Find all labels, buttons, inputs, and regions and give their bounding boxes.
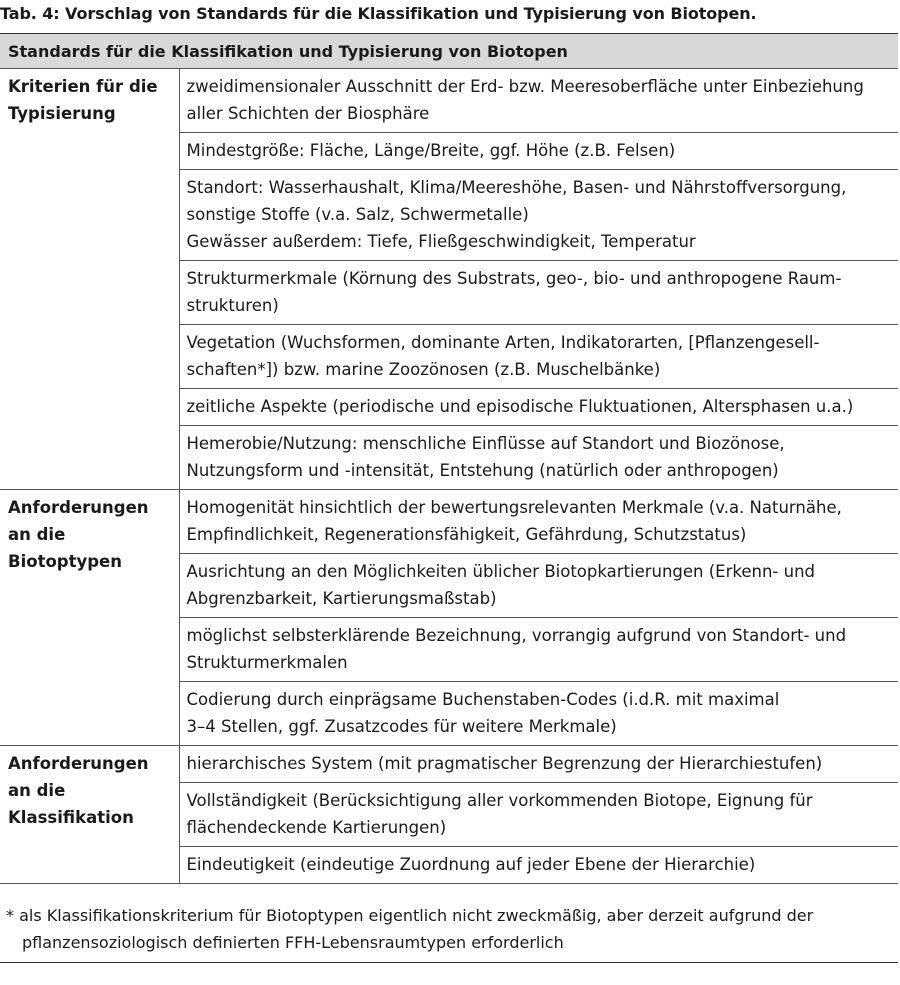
table-body bbox=[0, 69, 898, 884]
item-cell: Vegetation (Wuchsformen, dominante Arten, Indikatorarten, [Pflanzengesellschaften*]) bzw. marine Zoozönosen (z.B. Muschelbänke) bbox=[179, 325, 898, 389]
item-cell: zweidimensionaler Ausschnitt der Erd- bzw. Meeresoberfläche unter Einbeziehung aller Schichten der Biosphäre bbox=[179, 69, 898, 133]
item-cell: Codierung durch einprägsame Buchenstaben-Codes (i.d.R. mit maximal 3–4 Stellen, ggf. Zusatzcodes für weitere Merkmale) bbox=[179, 682, 898, 746]
table-header: Standards für die Klassifikation und Typisierung von Biotopen bbox=[0, 34, 898, 69]
item-cell: Ausrichtung an den Möglichkeiten üblicher Biotopkartierungen (Erkenn- und Abgrenzbarkeit, Kartierungsmaßstab) bbox=[179, 554, 898, 618]
table-row bbox=[0, 746, 898, 783]
standards-table bbox=[0, 33, 898, 884]
criterion-cell: Kriterien für die Typisierung bbox=[0, 69, 179, 490]
item-cell: Strukturmerkmale (Körnung des Substrats, geo-, bio- und anthropogene Raumstrukturen) bbox=[179, 261, 898, 325]
footnote: * als Klassifikationskriterium für Biotoptypen eigentlich nicht zweckmäßig, aber derzeit aufgrund der pflanzensoziologisch definierten FFH-Lebensraumtypen erforderlich bbox=[6, 906, 814, 952]
item-cell: Standort: Wasserhaushalt, Klima/Meereshöhe, Basen- und Nährstoffversorgung, sonstige Stoffe (v.a. Salz, Schwermetalle) Gewässer außerdem: Tiefe, Fließgeschwindigkeit, Temperatur bbox=[179, 170, 898, 261]
criterion-cell: Anforderungen an die Biotoptypen bbox=[0, 490, 179, 746]
criterion-cell: Anforderungen an die Klassifikation bbox=[0, 746, 179, 884]
item-cell: zeitliche Aspekte (periodische und episodische Fluktuationen, Altersphasen u.a.) bbox=[179, 389, 898, 426]
item-cell: Eindeutigkeit (eindeutige Zuordnung auf jeder Ebene der Hierarchie) bbox=[179, 847, 898, 884]
item-cell: Vollständigkeit (Berücksichtigung aller vorkommenden Biotope, Eignung für flächendeckende Kartierungen) bbox=[179, 783, 898, 847]
table-header-row bbox=[0, 34, 898, 69]
table-row bbox=[0, 490, 898, 554]
item-cell: Mindestgröße: Fläche, Länge/Breite, ggf. Höhe (z.B. Felsen) bbox=[179, 133, 898, 170]
item-cell: Homogenität hinsichtlich der bewertungsrelevanten Merkmale (v.a. Naturnähe, Empfindlichkeit, Regenerationsfähigkeit, Gefährdung, Schutzstatus) bbox=[179, 490, 898, 554]
table-row bbox=[0, 69, 898, 133]
bottom-rule bbox=[0, 962, 898, 963]
item-cell: möglichst selbsterklärende Bezeichnung, vorrangig aufgrund von Standort- und Strukturmerkmalen bbox=[179, 618, 898, 682]
item-cell: Hemerobie/Nutzung: menschliche Einflüsse auf Standort und Biozönose, Nutzungsform und -intensität, Entstehung (natürlich oder anthropogen) bbox=[179, 426, 898, 490]
item-cell: hierarchisches System (mit pragmatischer Begrenzung der Hierarchiestufen) bbox=[179, 746, 898, 783]
table-caption: Tab. 4: Vorschlag von Standards für die Klassifikation und Typisierung von Biotopen. bbox=[0, 4, 757, 23]
